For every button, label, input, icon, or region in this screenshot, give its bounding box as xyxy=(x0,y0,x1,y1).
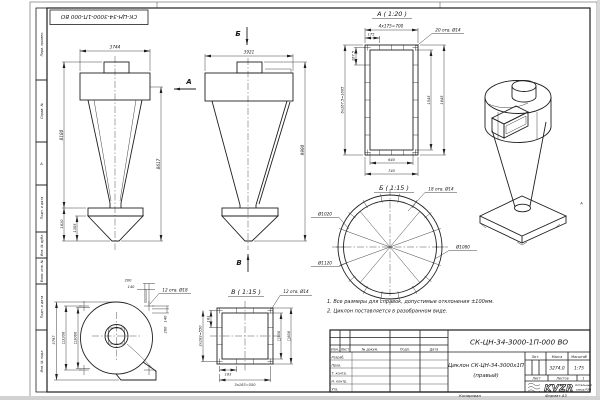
scroll-body xyxy=(205,73,293,101)
detail-b-holes-note: 18 отв. Ø14 xyxy=(428,186,454,192)
base-plate-top xyxy=(480,196,566,236)
sheets-value: 1 xyxy=(582,376,585,381)
margin-label: Инв. № подл. xyxy=(39,349,44,373)
detail-v xyxy=(199,288,312,387)
front-view xyxy=(205,27,307,272)
mass-label: Масса xyxy=(551,354,563,359)
leader xyxy=(150,294,191,305)
sign-row-label: Н. контр. xyxy=(331,379,348,384)
outlet-stub xyxy=(237,62,262,73)
scale-value: 1:75 xyxy=(574,366,584,372)
detail-v-bottom-pitch-dim: 183 xyxy=(224,372,232,377)
lit-label: Лит. xyxy=(531,354,540,359)
isometric-view xyxy=(480,81,566,246)
inlet-duct xyxy=(116,362,156,380)
detail-a-outer-height-dim: 1645 xyxy=(440,95,445,105)
detail-v-square-inner-dim: □500 xyxy=(277,330,282,342)
scroll-right-dim-1: 140 xyxy=(163,315,168,323)
inlet-edge-top xyxy=(265,69,291,73)
brand-sub-2: завод РЭП xyxy=(575,387,592,392)
rev-col-list: Лист xyxy=(340,347,350,352)
detail-a-outer-width-dim: 740 xyxy=(388,169,395,173)
scroll-right-dim-lines xyxy=(152,306,169,313)
detail-v-bottom-total-dim: 3x183=550 xyxy=(234,383,256,387)
spring-icon xyxy=(528,383,540,392)
zone-mark-left: А xyxy=(40,162,43,166)
margin-column xyxy=(36,8,47,392)
detail-b-inner-dia-dim: Ø1020 xyxy=(318,211,332,217)
inlet-duct-rim xyxy=(506,116,526,134)
detail-v-square-outer-dim: □600 xyxy=(287,330,292,342)
drawing-frame xyxy=(47,8,590,392)
notes xyxy=(327,299,494,315)
rev-col-izm: Изм. xyxy=(331,347,339,352)
detail-a-inner-height-dim: 1545 xyxy=(427,95,432,105)
side-skirt-inner-dim: 1305 xyxy=(72,223,77,233)
side-skirt-dim: 1810 xyxy=(59,219,64,229)
rev-col-docum: № докум. xyxy=(361,347,379,352)
margin-label: Подп. и дата xyxy=(39,295,44,319)
part-name: Циклон СК-ЦН-34-3000х1П xyxy=(448,363,524,369)
detail-v-left-total-dim: 3x183=550 xyxy=(198,325,203,347)
scroll-top-face xyxy=(485,81,551,114)
skirt-cone xyxy=(88,216,143,241)
leader xyxy=(417,34,465,47)
detail-b-bolt-circle-dim: Ø1080 xyxy=(456,244,470,250)
base-plate-sides xyxy=(480,216,566,243)
detail-a-inner-width-dim: 640 xyxy=(388,158,395,162)
cone xyxy=(212,101,287,208)
brand-text: KVZR xyxy=(544,384,574,394)
top-stamp xyxy=(50,10,148,25)
view-arrow-a-label: А xyxy=(186,78,192,86)
sheet-label: Лист xyxy=(532,376,541,381)
detail-a-holes-note: 20 отв. Ø14 xyxy=(435,27,461,33)
brand-sub-1: Котельный xyxy=(575,383,592,388)
margin-label: Справ. № xyxy=(39,102,44,120)
format-label: Формат А3 xyxy=(545,392,567,398)
sign-row-label: Утв. xyxy=(331,387,339,392)
spiral-seam xyxy=(488,103,528,108)
title-block-doc-number: СК-ЦН-34-3000-1П-000 ВО xyxy=(469,337,569,347)
scroll-holes-note: 12 отв. Ø18 xyxy=(162,287,188,293)
scroll-square-dim-1: □3206 xyxy=(61,331,66,345)
outlet-stub xyxy=(104,62,129,73)
note-line: 1. Все размеры для справок, допустимые отклонения ±100мм. xyxy=(327,299,494,305)
scroll-height-dim: 3797 xyxy=(52,335,57,345)
detail-a-side-pitch-dim: 267,5 xyxy=(351,50,356,62)
bolt-hole-ticks xyxy=(365,45,419,156)
rev-col-podp: Подп. xyxy=(400,347,410,352)
fold-tick xyxy=(157,2,440,8)
detail-b xyxy=(311,184,477,305)
detail-v-holes-note: 12 отв. Ø14 xyxy=(283,289,309,294)
top-stamp-number: СК-ЦН-34-3000-1П-000 ВО xyxy=(60,13,138,20)
outlet-stub-top xyxy=(512,81,536,92)
detail-a xyxy=(341,10,464,176)
side-width-dim: 3744 xyxy=(109,44,121,50)
margin-label: Подп. и дата xyxy=(39,196,44,220)
detail-a-top-total-dim: 4x175=700 xyxy=(378,23,404,29)
detail-b-title: Б ( 1:15 ) xyxy=(379,184,409,192)
detail-b-outer-dia-dim: Ø1120 xyxy=(318,260,332,266)
note-line: 2. Циклон поставляется в разобранном виде. xyxy=(327,308,448,315)
screen-edge-bottom xyxy=(0,396,600,400)
title-block xyxy=(330,330,592,398)
part-name-2: (правый) xyxy=(473,373,499,379)
sign-row-label: Пров. xyxy=(331,363,342,368)
scroll-right-dim-2: 200 xyxy=(163,326,168,334)
cone-bottom xyxy=(515,204,531,212)
sign-row-label: Т. контр. xyxy=(331,371,347,376)
sheets-label: Листов xyxy=(556,376,569,381)
front-width-dim: 3921 xyxy=(243,49,255,55)
scroll-top-dim-1: 200 xyxy=(124,278,132,283)
leader xyxy=(272,296,313,310)
sign-row-label: Разраб. xyxy=(331,355,345,360)
front-height-dim: 9990 xyxy=(299,144,305,156)
detail-a-title: А ( 1:20 ) xyxy=(377,10,407,18)
scroll-square-dim-2: □3060 xyxy=(73,331,78,345)
copy-label: Копировал xyxy=(459,392,481,398)
cone xyxy=(492,122,546,207)
margin-label: Перв. примен. xyxy=(39,31,44,57)
detail-v-left-pitch-dim: 183 xyxy=(206,315,211,323)
rev-col-data: Дата xyxy=(429,347,439,352)
margin-label: Инв. № дубл. xyxy=(39,233,44,257)
inlet-edge-cone xyxy=(259,102,290,204)
scroll-top-view xyxy=(52,279,191,381)
skirt-cone xyxy=(222,216,278,241)
scroll-top-dim-2: 140 xyxy=(127,285,135,289)
skirt-band xyxy=(88,208,143,216)
skirt-band xyxy=(222,208,278,216)
margin-label: Взам. инв. № xyxy=(39,259,44,283)
mass-value: 3274,0 xyxy=(549,366,565,372)
flange-outer xyxy=(365,45,418,155)
flange-inner xyxy=(370,50,413,150)
side-height-inner-dim: 8617 xyxy=(155,158,161,170)
detail-a-side-total-dim: 6x267,5=1605 xyxy=(340,86,345,114)
side-view xyxy=(59,45,196,251)
zone-mark-right: А xyxy=(580,201,583,206)
scroll-top-dim-lines xyxy=(137,284,155,307)
view-arrow-v-label: В xyxy=(236,259,242,267)
detail-v-title: В ( 1:15 ) xyxy=(231,288,261,296)
view-arrow-b-label: Б xyxy=(235,30,241,38)
detail-a-top-pitch-dim: 175 xyxy=(367,32,375,37)
side-height-upper-dim: 8180 xyxy=(58,129,64,141)
scale-label: Масштаб xyxy=(571,354,587,359)
